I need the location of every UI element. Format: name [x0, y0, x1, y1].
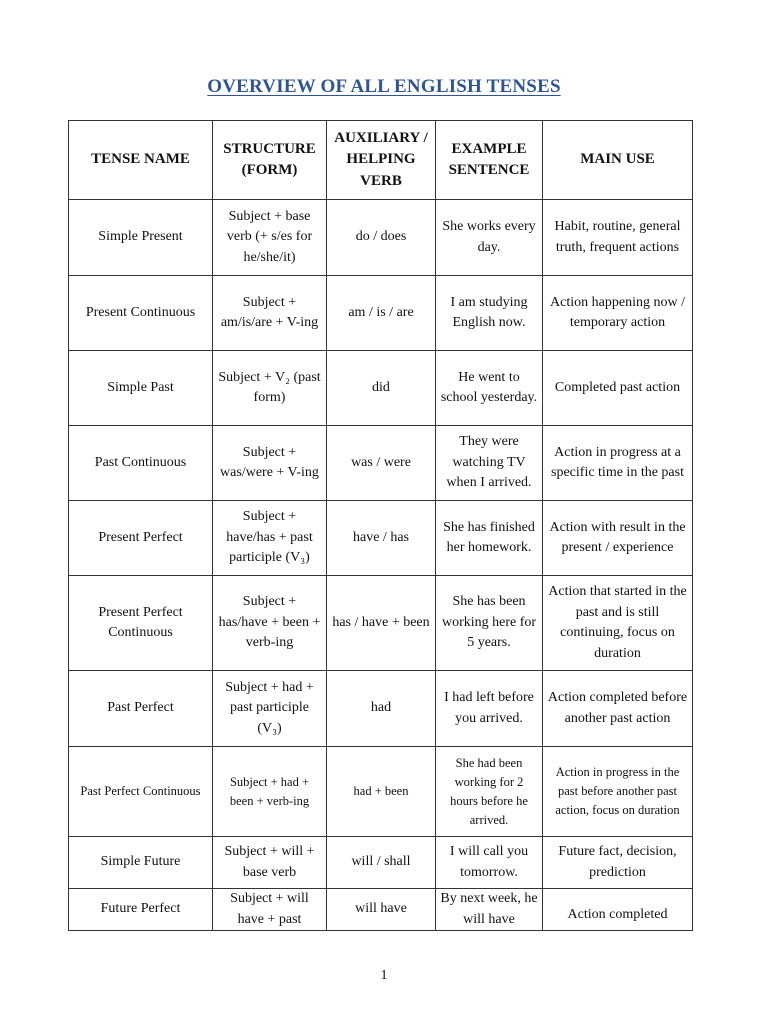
- structure-cell: Subject + will have + past: [213, 889, 327, 931]
- table-row: [69, 351, 693, 426]
- example-cell: I am studying English now.: [436, 276, 543, 351]
- main-use-cell: Habit, routine, general truth, frequent actions: [543, 200, 693, 276]
- table-row: [69, 200, 693, 276]
- structure-cell: Subject + have/has + past participle (V₃): [213, 501, 327, 576]
- tense-name-cell: Simple Past: [69, 351, 213, 426]
- main-use-cell: Action that started in the past and is still continuing, focus on duration: [543, 576, 693, 671]
- tense-name-cell: Future Perfect: [69, 889, 213, 931]
- auxiliary-cell: had + been: [327, 747, 436, 837]
- table-row: [69, 837, 693, 889]
- tense-name-cell: Present Continuous: [69, 276, 213, 351]
- header-auxiliary: AUXILIARY / HELPING VERB: [327, 121, 436, 200]
- auxiliary-cell: did: [327, 351, 436, 426]
- example-cell: She has been working here for 5 years.: [436, 576, 543, 671]
- main-use-cell: Action in progress in the past before another past action, focus on duration: [543, 747, 693, 837]
- auxiliary-cell: have / has: [327, 501, 436, 576]
- example-cell: I will call you tomorrow.: [436, 837, 543, 889]
- tense-name-cell: Present Perfect Continuous: [69, 576, 213, 671]
- header-tense-name: TENSE NAME: [69, 121, 213, 200]
- tenses-table: [68, 120, 693, 931]
- structure-cell: Subject + am/is/are + V-ing: [213, 276, 327, 351]
- header-main-use: MAIN USE: [543, 121, 693, 200]
- example-cell: She has finished her homework.: [436, 501, 543, 576]
- structure-cell: Subject + will + base verb: [213, 837, 327, 889]
- tense-name-cell: Past Continuous: [69, 426, 213, 501]
- auxiliary-cell: am / is / are: [327, 276, 436, 351]
- table-row: [69, 501, 693, 576]
- structure-cell: Subject + had + past participle (V₃): [213, 671, 327, 747]
- table-row: [69, 889, 693, 931]
- main-use-cell: Future fact, decision, prediction: [543, 837, 693, 889]
- structure-cell: Subject + V₂ (past form): [213, 351, 327, 426]
- auxiliary-cell: had: [327, 671, 436, 747]
- tense-name-cell: Past Perfect Continuous: [69, 747, 213, 837]
- tense-name-cell: Simple Present: [69, 200, 213, 276]
- main-use-cell: Action completed: [543, 889, 693, 931]
- example-cell: I had left before you arrived.: [436, 671, 543, 747]
- auxiliary-cell: will have: [327, 889, 436, 931]
- table-row: [69, 747, 693, 837]
- table-row: [69, 671, 693, 747]
- structure-cell: Subject + base verb (+ s/es for he/she/it): [213, 200, 327, 276]
- main-use-cell: Action with result in the present / experience: [543, 501, 693, 576]
- header-structure: STRUCTURE (FORM): [213, 121, 327, 200]
- main-use-cell: Action happening now / temporary action: [543, 276, 693, 351]
- main-use-cell: Completed past action: [543, 351, 693, 426]
- table-row: [69, 426, 693, 501]
- main-use-cell: Action in progress at a specific time in the past: [543, 426, 693, 501]
- page-number: 1: [380, 968, 388, 983]
- auxiliary-cell: was / were: [327, 426, 436, 501]
- table-row: [69, 276, 693, 351]
- table-header-row: [69, 121, 693, 200]
- tense-name-cell: Present Perfect: [69, 501, 213, 576]
- main-use-cell: Action completed before another past action: [543, 671, 693, 747]
- page-title: OVERVIEW OF ALL ENGLISH TENSES: [207, 76, 561, 97]
- header-example: EXAMPLE SENTENCE: [436, 121, 543, 200]
- auxiliary-cell: do / does: [327, 200, 436, 276]
- auxiliary-cell: will / shall: [327, 837, 436, 889]
- example-cell: She works every day.: [436, 200, 543, 276]
- example-cell: They were watching TV when I arrived.: [436, 426, 543, 501]
- auxiliary-cell: has / have + been: [327, 576, 436, 671]
- table-row: [69, 576, 693, 671]
- example-cell: She had been working for 2 hours before he arrived.: [436, 747, 543, 837]
- structure-cell: Subject + has/have + been + verb-ing: [213, 576, 327, 671]
- tense-name-cell: Past Perfect: [69, 671, 213, 747]
- example-cell: He went to school yesterday.: [436, 351, 543, 426]
- tense-name-cell: Simple Future: [69, 837, 213, 889]
- structure-cell: Subject + had + been + verb-ing: [213, 747, 327, 837]
- structure-cell: Subject + was/were + V-ing: [213, 426, 327, 501]
- example-cell: By next week, he will have: [436, 889, 543, 931]
